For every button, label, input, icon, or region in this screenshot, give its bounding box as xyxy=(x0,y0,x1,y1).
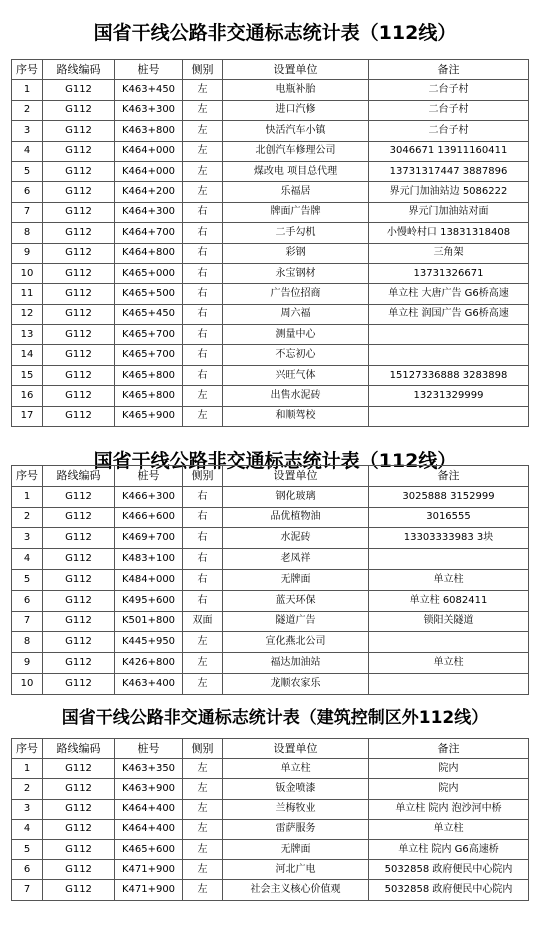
cell-route-code: G112 xyxy=(43,528,115,549)
table-row xyxy=(12,223,529,243)
table-row xyxy=(12,653,529,674)
cell-route-code: G112 xyxy=(43,549,115,570)
cell-unit: 出售水泥砖 xyxy=(223,386,369,406)
cell-route-code: G112 xyxy=(43,202,115,222)
cell-note: 5032858 政府便民中心院内 xyxy=(369,860,529,880)
cell-route-code: G112 xyxy=(43,569,115,590)
header-unit: 设置单位 xyxy=(223,60,369,80)
cell-route-code: G112 xyxy=(43,365,115,385)
cell-side: 右 xyxy=(183,223,223,243)
cell-side: 右 xyxy=(183,365,223,385)
cell-unit: 社会主义核心价值观 xyxy=(223,880,369,900)
cell-seq: 7 xyxy=(12,880,43,900)
cell-stake-number: K466+300 xyxy=(115,486,183,507)
cell-seq: 1 xyxy=(12,759,43,779)
cell-side: 右 xyxy=(183,325,223,345)
table-row xyxy=(12,819,529,839)
cell-note: 5032858 政府便民中心院内 xyxy=(369,880,529,900)
cell-side: 右 xyxy=(183,284,223,304)
header-note: 备注 xyxy=(369,60,529,80)
cell-side: 右 xyxy=(183,202,223,222)
cell-seq: 13 xyxy=(12,325,43,345)
cell-stake-number: K464+200 xyxy=(115,182,183,202)
cell-note: 单立柱 xyxy=(369,653,529,674)
cell-seq: 10 xyxy=(12,263,43,283)
table-1 xyxy=(11,59,529,427)
cell-side: 左 xyxy=(183,653,223,674)
cell-stake-number: K471+900 xyxy=(115,880,183,900)
header-stake-number: 桩号 xyxy=(115,60,183,80)
table-row xyxy=(12,345,529,365)
cell-stake-number: K464+800 xyxy=(115,243,183,263)
cell-note: 13731317447 3887896 xyxy=(369,161,529,181)
table-3 xyxy=(11,738,529,901)
cell-note: 小慢岭村口 13831318408 xyxy=(369,223,529,243)
header-route-code: 路线编码 xyxy=(43,60,115,80)
cell-stake-number: K464+000 xyxy=(115,141,183,161)
cell-route-code: G112 xyxy=(43,611,115,632)
cell-route-code: G112 xyxy=(43,779,115,799)
table-1-title: 国省干线公路非交通标志统计表（112线） xyxy=(93,22,457,44)
cell-note: 3016555 xyxy=(369,507,529,528)
cell-seq: 9 xyxy=(12,243,43,263)
cell-route-code: G112 xyxy=(43,880,115,900)
cell-stake-number: K463+450 xyxy=(115,80,183,100)
cell-stake-number: K464+000 xyxy=(115,161,183,181)
cell-note: 13231329999 xyxy=(369,386,529,406)
table-row xyxy=(12,507,529,528)
cell-side: 左 xyxy=(183,161,223,181)
cell-unit: 电瓶补胎 xyxy=(223,80,369,100)
cell-stake-number: K426+800 xyxy=(115,653,183,674)
header-unit: 设置单位 xyxy=(223,466,369,487)
table-row xyxy=(12,263,529,283)
table-row xyxy=(12,528,529,549)
cell-route-code: G112 xyxy=(43,759,115,779)
table-row xyxy=(12,100,529,120)
cell-note: 单立柱 院内 G6高速桥 xyxy=(369,839,529,859)
cell-stake-number: K466+600 xyxy=(115,507,183,528)
cell-side: 左 xyxy=(183,779,223,799)
cell-unit: 牌面广告牌 xyxy=(223,202,369,222)
cell-unit: 钢化玻璃 xyxy=(223,486,369,507)
cell-seq: 11 xyxy=(12,284,43,304)
cell-side: 左 xyxy=(183,860,223,880)
cell-stake-number: K465+800 xyxy=(115,386,183,406)
table-row xyxy=(12,839,529,859)
cell-route-code: G112 xyxy=(43,304,115,324)
table-row xyxy=(12,569,529,590)
cell-unit: 周六福 xyxy=(223,304,369,324)
cell-unit: 乐福居 xyxy=(223,182,369,202)
table-row xyxy=(12,304,529,324)
cell-unit: 雷萨服务 xyxy=(223,819,369,839)
cell-seq: 6 xyxy=(12,182,43,202)
cell-side: 右 xyxy=(183,528,223,549)
cell-side: 右 xyxy=(183,590,223,611)
cell-unit: 钣金喷漆 xyxy=(223,779,369,799)
cell-note: 界元门加油站边 5086222 xyxy=(369,182,529,202)
header-seq: 序号 xyxy=(12,739,43,759)
cell-stake-number: K464+300 xyxy=(115,202,183,222)
header-stake-number: 桩号 xyxy=(115,466,183,487)
cell-side: 右 xyxy=(183,486,223,507)
cell-note xyxy=(369,345,529,365)
cell-stake-number: K463+800 xyxy=(115,121,183,141)
cell-unit: 单立柱 xyxy=(223,759,369,779)
cell-stake-number: K464+400 xyxy=(115,819,183,839)
cell-route-code: G112 xyxy=(43,860,115,880)
cell-unit: 兴旺气体 xyxy=(223,365,369,385)
cell-side: 右 xyxy=(183,569,223,590)
cell-unit: 北创汽车修理公司 xyxy=(223,141,369,161)
cell-note: 锁阳关隧道 xyxy=(369,611,529,632)
cell-seq: 1 xyxy=(12,80,43,100)
cell-stake-number: K484+000 xyxy=(115,569,183,590)
cell-seq: 2 xyxy=(12,507,43,528)
cell-stake-number: K469+700 xyxy=(115,528,183,549)
cell-unit: 广告位招商 xyxy=(223,284,369,304)
cell-side: 左 xyxy=(183,819,223,839)
cell-route-code: G112 xyxy=(43,182,115,202)
cell-side: 左 xyxy=(183,386,223,406)
cell-side: 左 xyxy=(183,880,223,900)
cell-unit: 品优植物油 xyxy=(223,507,369,528)
cell-route-code: G112 xyxy=(43,100,115,120)
table-row xyxy=(12,386,529,406)
cell-note: 13303333983 3块 xyxy=(369,528,529,549)
cell-note: 单立柱 6082411 xyxy=(369,590,529,611)
cell-side: 左 xyxy=(183,759,223,779)
cell-seq: 4 xyxy=(12,819,43,839)
cell-unit: 水泥砖 xyxy=(223,528,369,549)
table-2 xyxy=(11,465,529,695)
cell-note xyxy=(369,406,529,426)
cell-note: 二台子村 xyxy=(369,80,529,100)
cell-route-code: G112 xyxy=(43,632,115,653)
cell-unit: 宣化燕北公司 xyxy=(223,632,369,653)
cell-seq: 12 xyxy=(12,304,43,324)
table-row xyxy=(12,632,529,653)
cell-side: 双面 xyxy=(183,611,223,632)
cell-unit: 福达加油站 xyxy=(223,653,369,674)
cell-route-code: G112 xyxy=(43,243,115,263)
cell-note: 3046671 13911160411 xyxy=(369,141,529,161)
cell-note: 13731326671 xyxy=(369,263,529,283)
table-header-row xyxy=(12,466,529,487)
cell-seq: 9 xyxy=(12,653,43,674)
cell-route-code: G112 xyxy=(43,406,115,426)
header-note: 备注 xyxy=(369,739,529,759)
cell-note xyxy=(369,632,529,653)
cell-route-code: G112 xyxy=(43,223,115,243)
header-side: 侧别 xyxy=(183,739,223,759)
cell-route-code: G112 xyxy=(43,345,115,365)
header-note: 备注 xyxy=(369,466,529,487)
cell-route-code: G112 xyxy=(43,325,115,345)
cell-unit: 测量中心 xyxy=(223,325,369,345)
cell-stake-number: K445+950 xyxy=(115,632,183,653)
cell-seq: 8 xyxy=(12,632,43,653)
cell-side: 左 xyxy=(183,182,223,202)
cell-seq: 3 xyxy=(12,799,43,819)
cell-route-code: G112 xyxy=(43,819,115,839)
cell-note: 3025888 3152999 xyxy=(369,486,529,507)
cell-side: 右 xyxy=(183,507,223,528)
cell-side: 右 xyxy=(183,304,223,324)
cell-unit: 兰梅牧业 xyxy=(223,799,369,819)
table-row xyxy=(12,406,529,426)
cell-unit: 二手勾机 xyxy=(223,223,369,243)
cell-stake-number: K465+450 xyxy=(115,304,183,324)
cell-seq: 7 xyxy=(12,202,43,222)
header-stake-number: 桩号 xyxy=(115,739,183,759)
cell-stake-number: K465+000 xyxy=(115,263,183,283)
cell-side: 左 xyxy=(183,632,223,653)
table-row xyxy=(12,202,529,222)
table-row xyxy=(12,243,529,263)
cell-unit: 和顺驾校 xyxy=(223,406,369,426)
table-row xyxy=(12,141,529,161)
table-3-title: 国省干线公路非交通标志统计表（建筑控制区外112线） xyxy=(61,708,489,728)
cell-seq: 1 xyxy=(12,486,43,507)
cell-seq: 6 xyxy=(12,860,43,880)
cell-stake-number: K463+350 xyxy=(115,759,183,779)
table-row xyxy=(12,486,529,507)
cell-seq: 14 xyxy=(12,345,43,365)
cell-seq: 8 xyxy=(12,223,43,243)
table-row xyxy=(12,161,529,181)
table-row xyxy=(12,590,529,611)
cell-seq: 15 xyxy=(12,365,43,385)
cell-side: 左 xyxy=(183,839,223,859)
cell-side: 左 xyxy=(183,80,223,100)
cell-note: 单立柱 润国广告 G6桥高速 xyxy=(369,304,529,324)
cell-note xyxy=(369,325,529,345)
header-route-code: 路线编码 xyxy=(43,739,115,759)
table-row xyxy=(12,325,529,345)
table-row xyxy=(12,182,529,202)
cell-seq: 2 xyxy=(12,779,43,799)
cell-stake-number: K465+700 xyxy=(115,345,183,365)
cell-stake-number: K465+500 xyxy=(115,284,183,304)
header-seq: 序号 xyxy=(12,60,43,80)
cell-stake-number: K463+300 xyxy=(115,100,183,120)
cell-unit: 煤改电 项目总代理 xyxy=(223,161,369,181)
cell-unit: 河北广电 xyxy=(223,860,369,880)
cell-route-code: G112 xyxy=(43,121,115,141)
cell-note xyxy=(369,673,529,694)
cell-stake-number: K464+400 xyxy=(115,799,183,819)
cell-side: 左 xyxy=(183,100,223,120)
table-row xyxy=(12,860,529,880)
cell-seq: 5 xyxy=(12,569,43,590)
header-side: 侧别 xyxy=(183,60,223,80)
cell-seq: 2 xyxy=(12,100,43,120)
cell-note: 单立柱 xyxy=(369,569,529,590)
cell-route-code: G112 xyxy=(43,80,115,100)
cell-side: 左 xyxy=(183,141,223,161)
cell-route-code: G112 xyxy=(43,263,115,283)
cell-stake-number: K463+400 xyxy=(115,673,183,694)
cell-note: 界元门加油站对面 xyxy=(369,202,529,222)
table-row xyxy=(12,365,529,385)
cell-note: 院内 xyxy=(369,779,529,799)
cell-stake-number: K483+100 xyxy=(115,549,183,570)
cell-unit: 永宝钢材 xyxy=(223,263,369,283)
cell-route-code: G112 xyxy=(43,161,115,181)
cell-route-code: G112 xyxy=(43,653,115,674)
cell-route-code: G112 xyxy=(43,486,115,507)
cell-side: 左 xyxy=(183,799,223,819)
cell-stake-number: K495+600 xyxy=(115,590,183,611)
cell-route-code: G112 xyxy=(43,141,115,161)
table-row xyxy=(12,80,529,100)
table-row xyxy=(12,611,529,632)
cell-stake-number: K464+700 xyxy=(115,223,183,243)
cell-side: 右 xyxy=(183,243,223,263)
cell-seq: 16 xyxy=(12,386,43,406)
cell-seq: 3 xyxy=(12,528,43,549)
cell-stake-number: K465+600 xyxy=(115,839,183,859)
cell-stake-number: K465+800 xyxy=(115,365,183,385)
cell-note: 二台子村 xyxy=(369,100,529,120)
table-2-title: 国省干线公路非交通标志统计表（112线） xyxy=(93,450,457,472)
cell-unit: 老凤祥 xyxy=(223,549,369,570)
cell-route-code: G112 xyxy=(43,590,115,611)
cell-note: 二台子村 xyxy=(369,121,529,141)
cell-unit: 进口汽修 xyxy=(223,100,369,120)
cell-note xyxy=(369,549,529,570)
cell-note: 15127336888 3283898 xyxy=(369,365,529,385)
cell-side: 左 xyxy=(183,673,223,694)
cell-seq: 3 xyxy=(12,121,43,141)
cell-route-code: G112 xyxy=(43,673,115,694)
cell-stake-number: K465+700 xyxy=(115,325,183,345)
cell-route-code: G112 xyxy=(43,386,115,406)
cell-seq: 10 xyxy=(12,673,43,694)
header-unit: 设置单位 xyxy=(223,739,369,759)
cell-unit: 隧道广告 xyxy=(223,611,369,632)
header-route-code: 路线编码 xyxy=(43,466,115,487)
table-row xyxy=(12,759,529,779)
cell-note: 单立柱 院内 泡沙河中桥 xyxy=(369,799,529,819)
cell-unit: 蓝天环保 xyxy=(223,590,369,611)
cell-seq: 6 xyxy=(12,590,43,611)
cell-note: 单立柱 xyxy=(369,819,529,839)
cell-side: 左 xyxy=(183,406,223,426)
cell-seq: 5 xyxy=(12,161,43,181)
cell-seq: 7 xyxy=(12,611,43,632)
cell-side: 右 xyxy=(183,549,223,570)
cell-route-code: G112 xyxy=(43,507,115,528)
header-seq: 序号 xyxy=(12,466,43,487)
cell-unit: 不忘初心 xyxy=(223,345,369,365)
cell-unit: 无牌面 xyxy=(223,569,369,590)
table-row xyxy=(12,673,529,694)
cell-unit: 无牌面 xyxy=(223,839,369,859)
cell-seq: 4 xyxy=(12,549,43,570)
cell-note: 三角架 xyxy=(369,243,529,263)
cell-seq: 4 xyxy=(12,141,43,161)
table-header-row xyxy=(12,60,529,80)
header-side: 侧别 xyxy=(183,466,223,487)
cell-route-code: G112 xyxy=(43,799,115,819)
table-row xyxy=(12,284,529,304)
table-row xyxy=(12,880,529,900)
cell-note: 单立柱 大唐广告 G6桥高速 xyxy=(369,284,529,304)
cell-unit: 龙顺农家乐 xyxy=(223,673,369,694)
cell-stake-number: K471+900 xyxy=(115,860,183,880)
table-row xyxy=(12,121,529,141)
cell-unit: 彩钢 xyxy=(223,243,369,263)
cell-side: 右 xyxy=(183,263,223,283)
table-row xyxy=(12,779,529,799)
cell-stake-number: K501+800 xyxy=(115,611,183,632)
table-row xyxy=(12,549,529,570)
cell-route-code: G112 xyxy=(43,284,115,304)
cell-side: 右 xyxy=(183,345,223,365)
table-header-row xyxy=(12,739,529,759)
cell-stake-number: K463+900 xyxy=(115,779,183,799)
cell-stake-number: K465+900 xyxy=(115,406,183,426)
table-row xyxy=(12,799,529,819)
cell-unit: 快活汽车小镇 xyxy=(223,121,369,141)
cell-seq: 5 xyxy=(12,839,43,859)
cell-seq: 17 xyxy=(12,406,43,426)
cell-note: 院内 xyxy=(369,759,529,779)
cell-route-code: G112 xyxy=(43,839,115,859)
cell-side: 左 xyxy=(183,121,223,141)
